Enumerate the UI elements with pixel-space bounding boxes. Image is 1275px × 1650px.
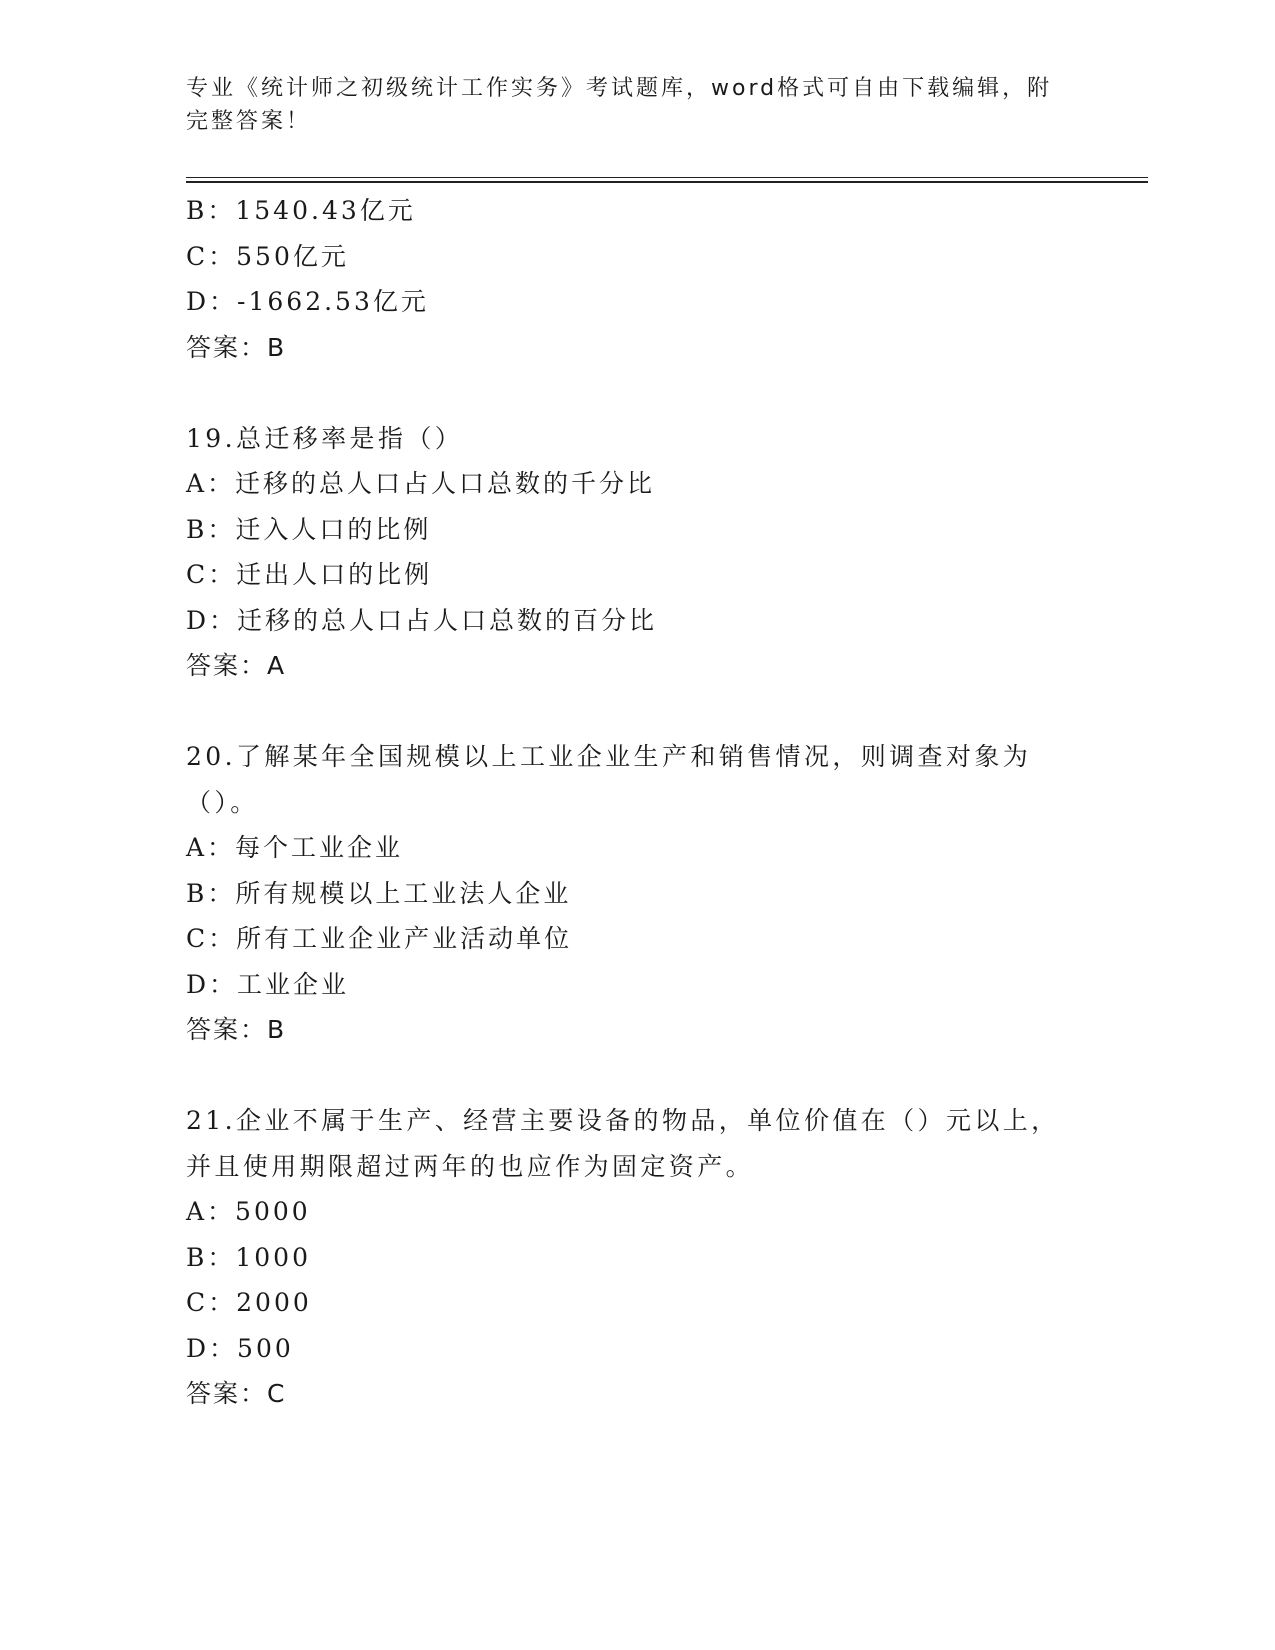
option-d: D：-1662.53亿元	[186, 287, 429, 316]
spacer	[186, 370, 1086, 416]
option-d: D：工业企业	[186, 969, 350, 999]
header-rule-thin	[186, 177, 1148, 178]
option-c: C：2000	[186, 1288, 312, 1317]
option-a: A：每个工业企业	[186, 833, 404, 862]
spacer	[186, 1053, 1086, 1099]
page-header: 专业《统计师之初级统计工作实务》考试题库，word格式可自由下载编辑，附完整答案！	[186, 76, 1053, 134]
answer-line: 答案：C	[186, 1379, 287, 1408]
question-stem: 21.企业不属于生产、经营主要设备的物品，单位价值在（）元以上，并且使用期限超过两年的也应作为固定资产。	[186, 1106, 1060, 1181]
answer-line: 答案：A	[186, 651, 287, 680]
question-stem: 20.了解某年全国规模以上工业企业生产和销售情况，则调查对象为（）。	[186, 742, 1032, 817]
answer-line: 答案：B	[186, 1015, 287, 1044]
answer-line: 答案：B	[186, 332, 287, 362]
option-b: B：1000	[186, 1242, 311, 1272]
option-a: A：迁移的总人口占人口总数的千分比	[186, 469, 656, 498]
option-c: C：所有工业企业产业活动单位	[186, 924, 573, 953]
option-b: B：1540.43亿元	[186, 196, 416, 225]
question-19	[186, 416, 1086, 689]
question-list	[186, 188, 1086, 1417]
header-rule-thick	[186, 181, 1148, 183]
option-a: A：5000	[186, 1197, 311, 1226]
question-20	[186, 734, 1086, 1053]
option-c: C：550亿元	[186, 241, 349, 271]
previous-question-tail	[186, 188, 1086, 370]
option-d: D：500	[186, 1333, 294, 1363]
option-d: D：迁移的总人口占人口总数的百分比	[186, 605, 658, 635]
spacer	[186, 689, 1086, 735]
question-21	[186, 1098, 1086, 1417]
option-b: B：所有规模以上工业法人企业	[186, 878, 572, 908]
option-b: B：迁入人口的比例	[186, 514, 432, 544]
option-c: C：迁出人口的比例	[186, 560, 433, 589]
question-stem: 19.总迁移率是指（）	[186, 423, 464, 453]
